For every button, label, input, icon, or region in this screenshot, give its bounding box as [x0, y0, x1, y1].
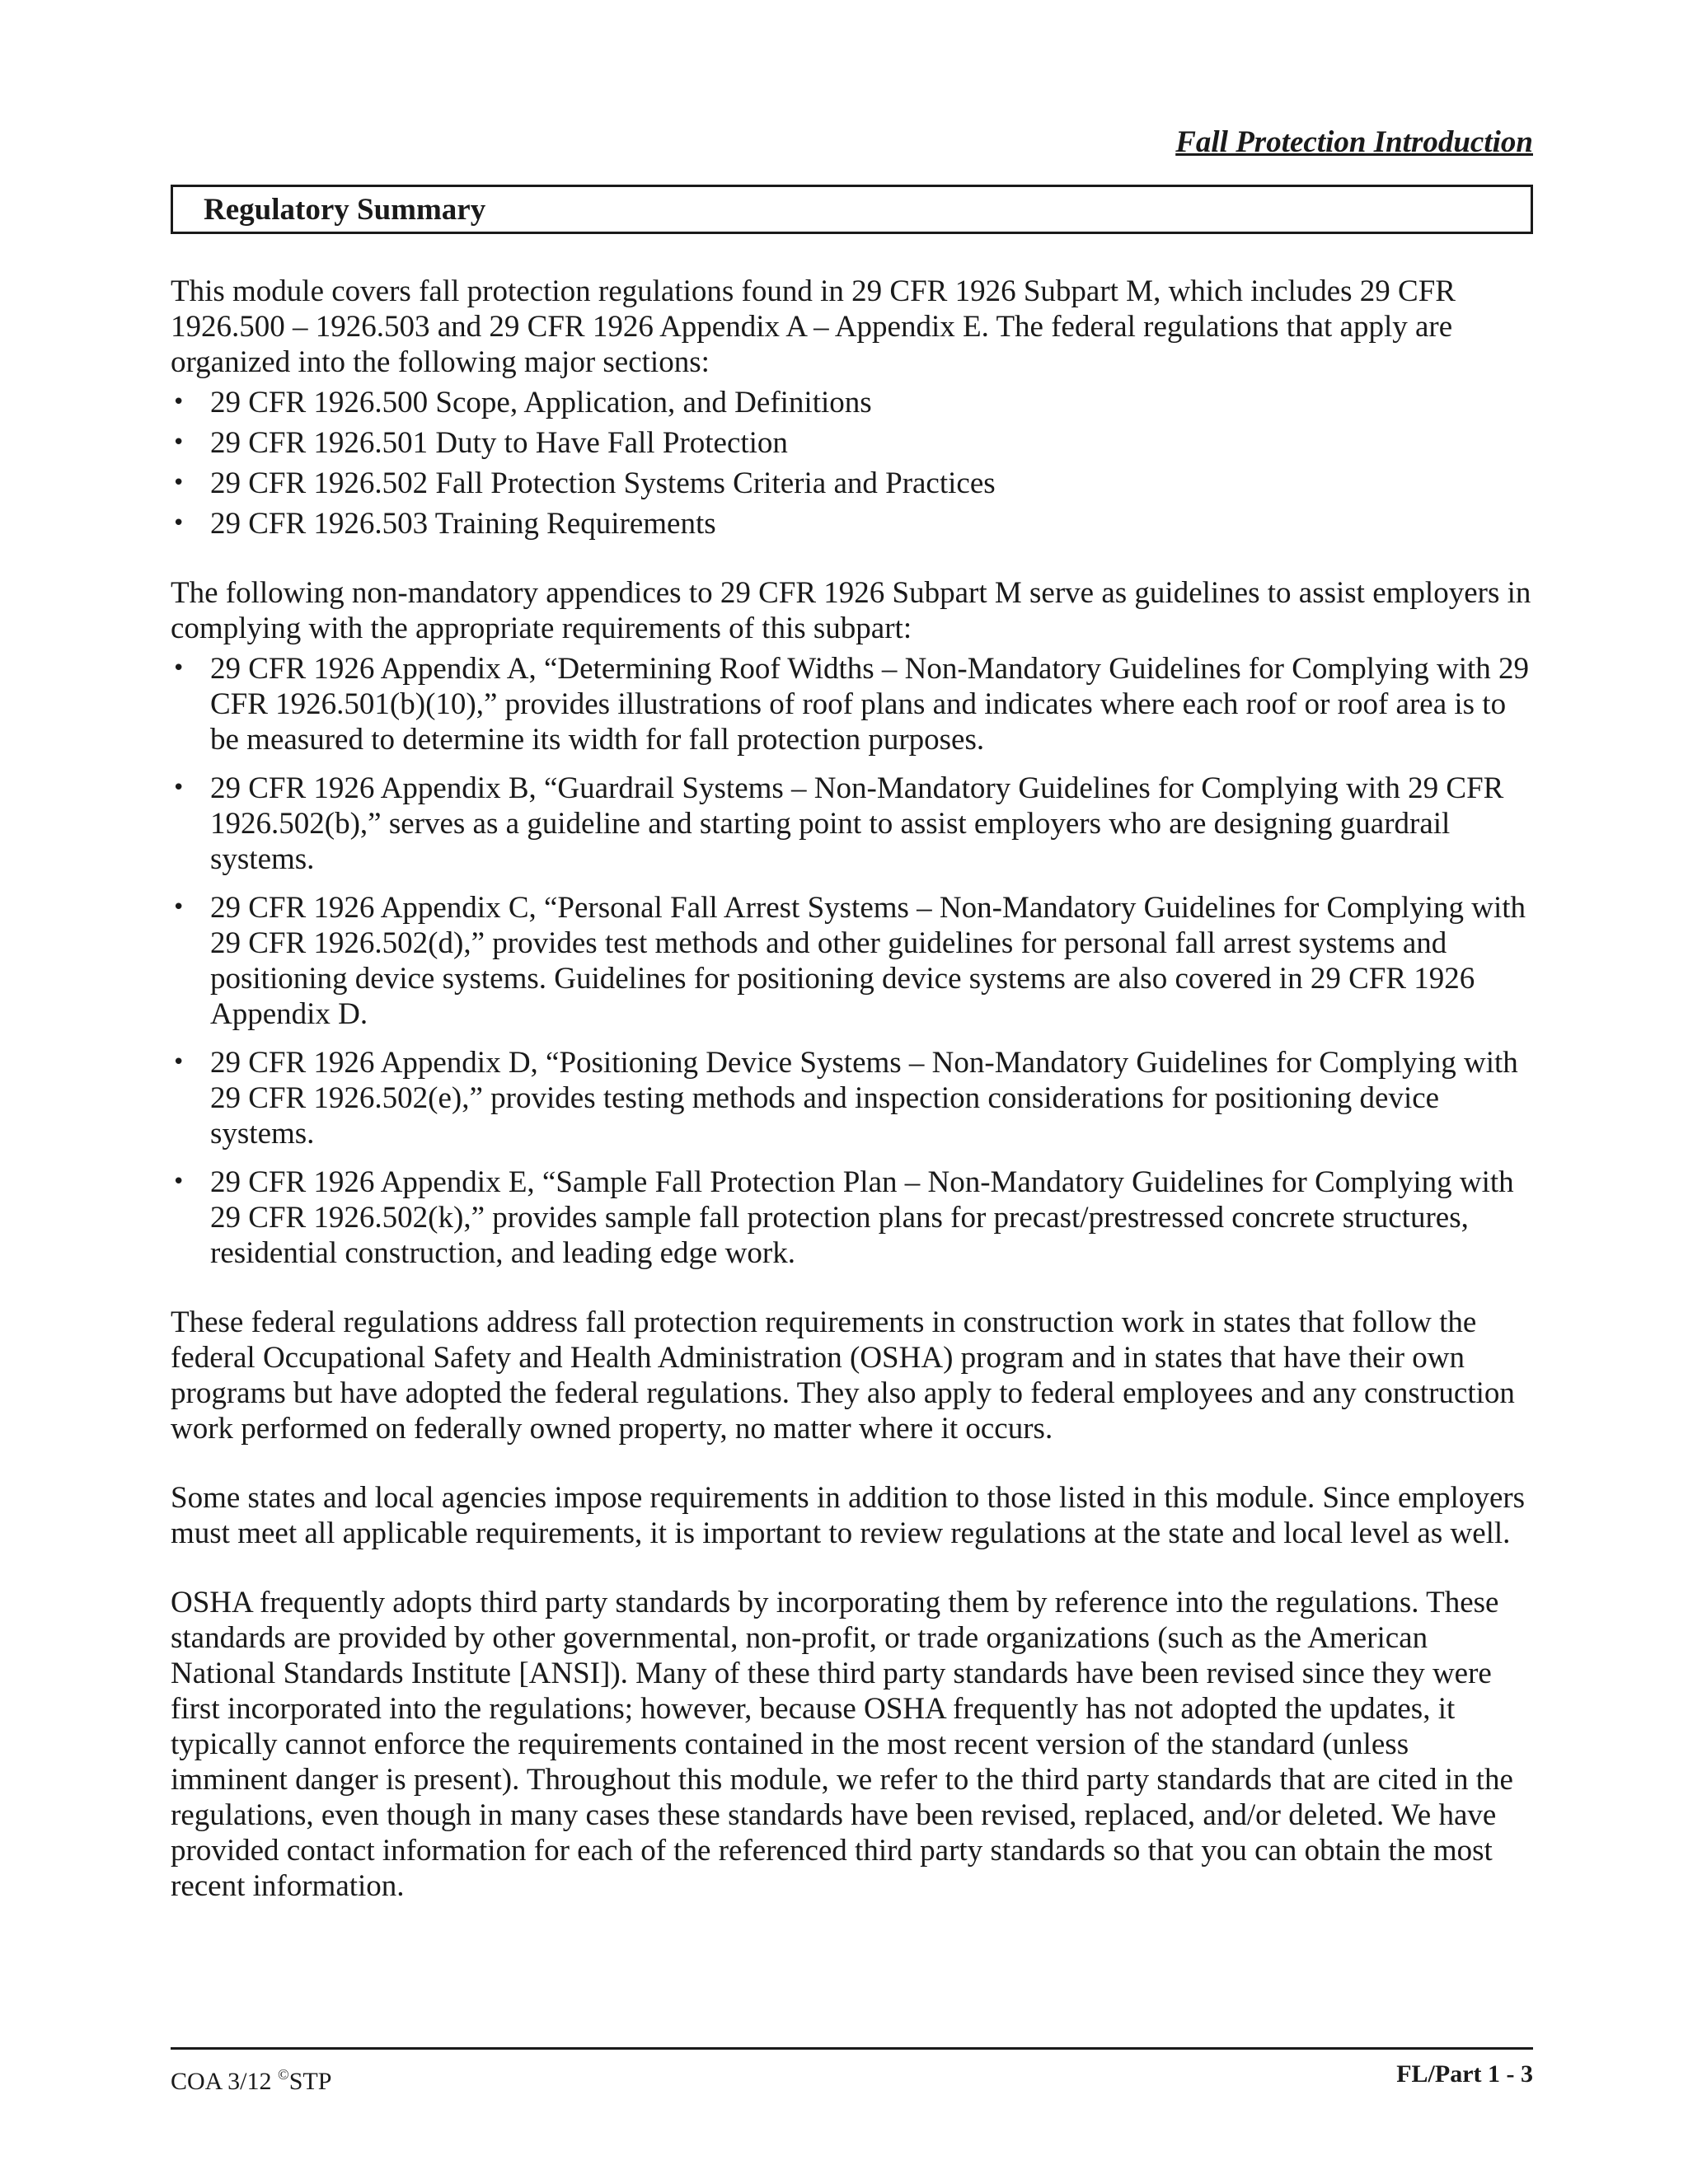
- bullet-icon: •: [172, 1050, 185, 1075]
- list-item-text: 29 CFR 1926.500 Scope, Application, and Definitions: [210, 386, 872, 419]
- section-title: Regulatory Summary: [204, 193, 486, 227]
- appendices-list: [171, 651, 1533, 1271]
- list-item-text: 29 CFR 1926.501 Duty to Have Fall Protection: [210, 426, 788, 460]
- bullet-icon: •: [172, 776, 185, 800]
- list-item: [171, 1045, 1533, 1151]
- list-item-text: 29 CFR 1926 Appendix C, “Personal Fall Arrest Systems – Non-Mandatory Guidelines for Complying with 29 CFR 1926.502(d),” provides test methods and other guidelines for personal fall arrest systems and positioning device systems. Guidelines for positioning device systems are also covered in 29 CFR 1926 Appendix D.: [210, 891, 1526, 1031]
- list-item: [171, 466, 1533, 501]
- section-heading-box: [171, 185, 1533, 234]
- list-item-text: 29 CFR 1926 Appendix B, “Guardrail Systems – Non-Mandatory Guidelines for Complying with 29 CFR 1926.502(b),” serves as a guideline and starting point to assist employers who are designing guardrail systems.: [210, 771, 1504, 876]
- list-item-text: 29 CFR 1926 Appendix A, “Determining Roof Widths – Non-Mandatory Guidelines for Complying with 29 CFR 1926.501(b)(10),” provides illustrations of roof plans and indicates where each roof or roof area is to be measured to determine its width for fall protection purposes.: [210, 652, 1530, 757]
- bullet-icon: •: [172, 390, 185, 415]
- list-item: [171, 425, 1533, 461]
- bullet-icon: •: [172, 895, 185, 920]
- bullet-icon: •: [172, 1169, 185, 1194]
- page-number: FL/Part 1 - 3: [1396, 2060, 1533, 2088]
- footer-divider: [171, 2047, 1533, 2050]
- bullet-icon: •: [172, 471, 185, 495]
- footer-edition: [171, 2059, 331, 2097]
- list-item: [171, 890, 1533, 1032]
- federal-scope-paragraph: These federal regulations address fall protection requirements in construction work in states that follow the federal Occupational Safety and Health Administration (OSHA) program and in states that have their own programs but have adopted the federal regulations. They also apply to federal employees and any construction work performed on federally owned property, no matter where it occurs.: [171, 1305, 1515, 1446]
- intro-paragraph: This module covers fall protection regulations found in 29 CFR 1926 Subpart M, which includes 29 CFR 1926.500 – 1926.503 and 29 CFR 1926 Appendix A – Appendix E. The federal regulations that apply are organized into the following major sections:: [171, 274, 1456, 379]
- list-item: [171, 1165, 1533, 1271]
- third-party-standards-paragraph: OSHA frequently adopts third party standards by incorporating them by reference into the regulations. These standards are provided by other governmental, non-profit, or trade organizations (such as the American National Standards Institute [ANSI]). Many of these third party standards have been revised since they were first incorporated into the regulations; however, because OSHA frequently has not adopted the updates, it typically cannot enforce the requirements contained in the most recent version of the standard (unless imminent danger is present). Throughout this module, we refer to the third party standards that are cited in the regulations, even though in many cases these standards have been revised, replaced, and/or deleted. We have provided contact information for each of the referenced third party standards so that you can obtain the most recent information.: [171, 1586, 1513, 1903]
- bullet-icon: •: [172, 430, 185, 455]
- footer-edition-publisher: STP: [288, 2068, 332, 2095]
- copyright-symbol: ©: [278, 2066, 289, 2083]
- bullet-icon: •: [172, 656, 185, 681]
- list-item-text: 29 CFR 1926 Appendix D, “Positioning Device Systems – Non-Mandatory Guidelines for Complying with 29 CFR 1926.502(e),” provides testing methods and inspection considerations for positioning device systems.: [210, 1046, 1518, 1151]
- list-item-text: 29 CFR 1926.502 Fall Protection Systems Criteria and Practices: [210, 466, 996, 500]
- list-item-text: 29 CFR 1926 Appendix E, “Sample Fall Protection Plan – Non-Mandatory Guidelines for Complying with 29 CFR 1926.502(k),” provides sample fall protection plans for precast/prestressed concrete structures, residential construction, and leading edge work.: [210, 1165, 1514, 1270]
- list-item: [171, 506, 1533, 541]
- appendices-intro-paragraph: The following non-mandatory appendices to 29 CFR 1926 Subpart M serve as guidelines to assist employers in complying with the appropriate requirements of this subpart:: [171, 576, 1531, 645]
- list-item: [171, 385, 1533, 420]
- body-content: [171, 274, 1533, 1938]
- list-item: [171, 651, 1533, 757]
- bullet-icon: •: [172, 511, 185, 536]
- list-item-text: 29 CFR 1926.503 Training Requirements: [210, 507, 716, 541]
- running-header-title: Fall Protection Introduction: [1175, 125, 1533, 159]
- major-sections-list: [171, 385, 1533, 541]
- list-item: [171, 771, 1533, 877]
- footer-edition-prefix: COA 3/12: [171, 2068, 279, 2095]
- state-requirements-paragraph: Some states and local agencies impose requirements in addition to those listed in this module. Since employers must meet all applicable requirements, it is important to review regulations at the state and local level as well.: [171, 1481, 1526, 1550]
